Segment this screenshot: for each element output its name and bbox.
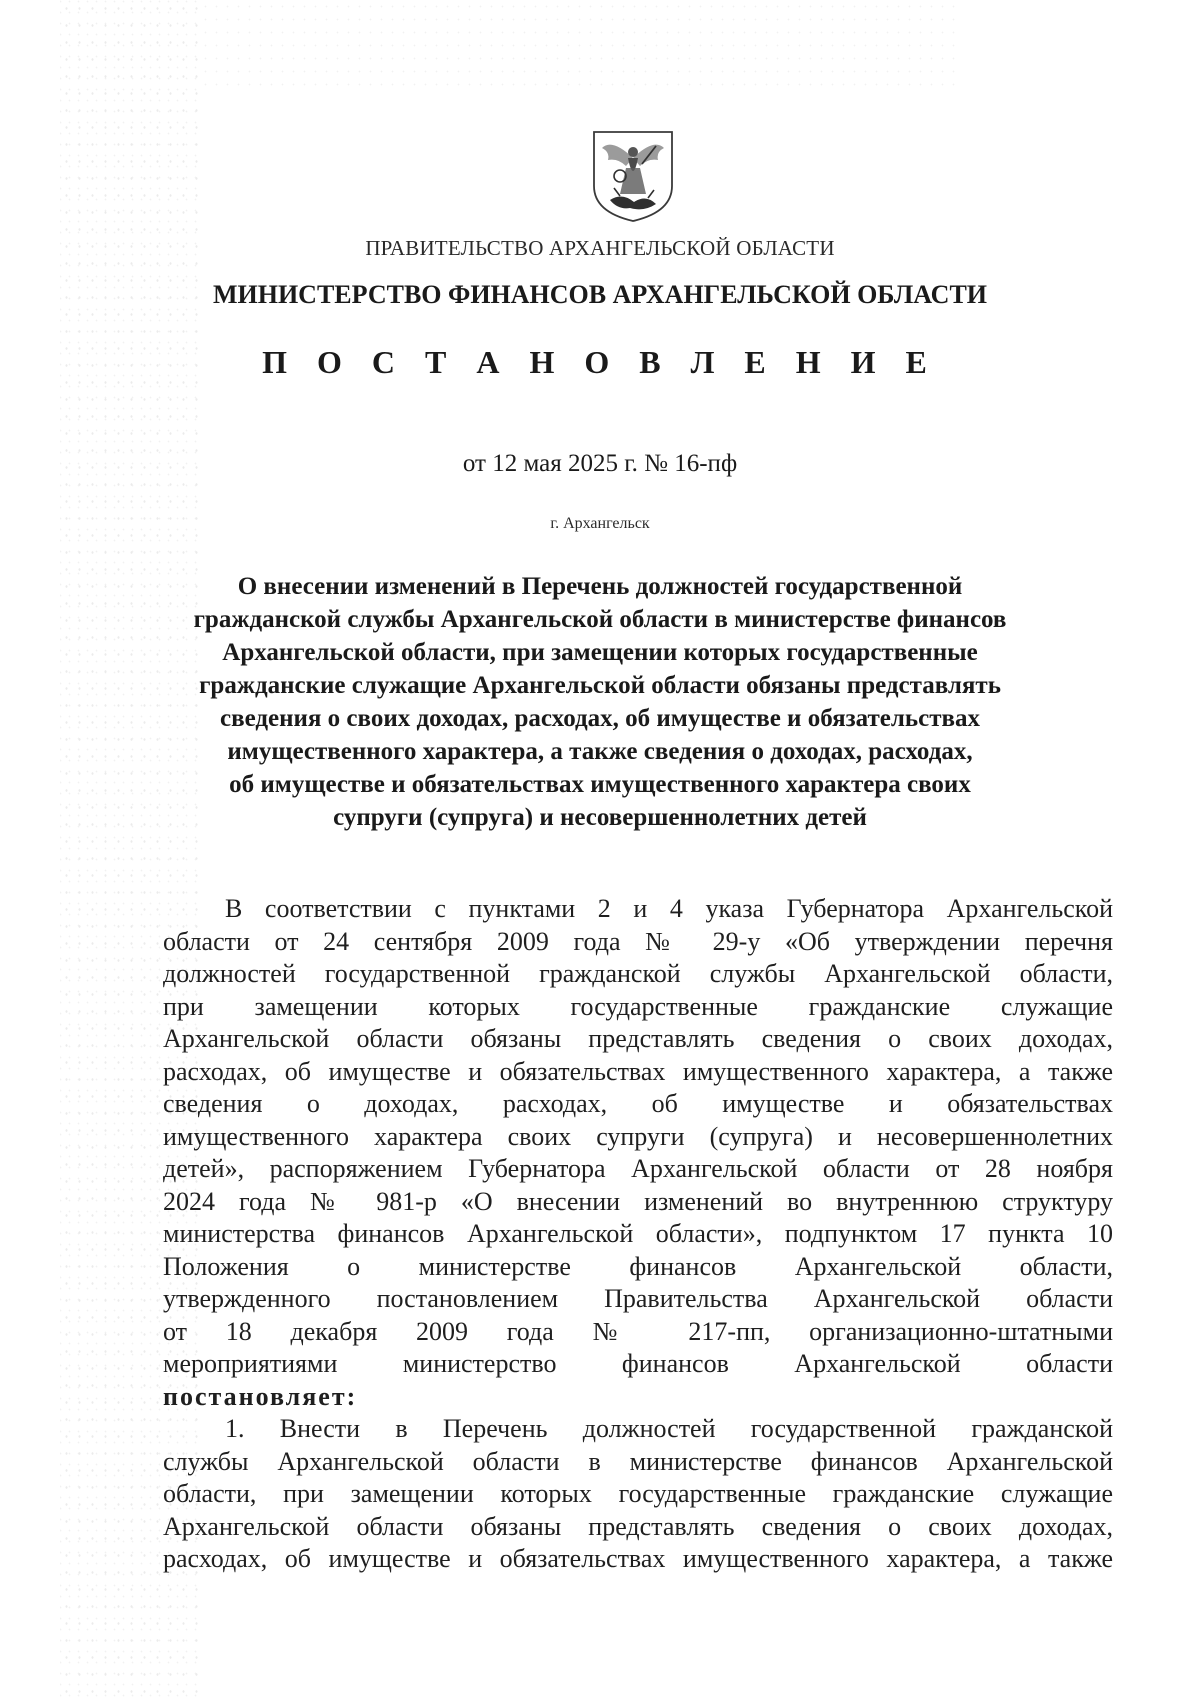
body-line: области, при замещении которых государственные гражданские служащие [163, 1479, 1113, 1508]
body-line: министерства финансов Архангельской области», подпунктом 17 пункта 10 [163, 1219, 1113, 1248]
body-line: имущественного характера своих супруги (супруга) и несовершеннолетних [163, 1121, 1113, 1151]
title-line: об имуществе и обязательствах имущественного характера своих [229, 771, 971, 798]
body-line: В соответствии с пунктами 2 и 4 указа Губернатора Архангельской [225, 894, 1113, 923]
document-body [163, 893, 1113, 1576]
title-line: имущественного характера, а также сведения о доходах, расходах, [227, 738, 973, 765]
ministry-name: МИНИСТЕРСТВО ФИНАНСОВ АРХАНГЕЛЬСКОЙ ОБЛАСТИ [212, 280, 988, 309]
body-line: области от 24 сентября 2009 года № 29-у «Об утверждении перечня [163, 926, 1113, 956]
document-type: П О С Т А Н О В Л Е Н И Е [262, 344, 938, 380]
title-line: Архангельской области, при замещении которых государственные [222, 639, 978, 666]
body-line: утвержденного постановлением Правительства Архангельской области [163, 1284, 1113, 1313]
coat-of-arms-icon [590, 128, 676, 224]
body-line: Архангельской области обязаны представлять сведения о своих доходах, [163, 1024, 1113, 1053]
body-line: от 18 декабря 2009 года № 217-пп, организационно-штатными [163, 1316, 1113, 1346]
body-line: расходах, об имуществе и обязательствах имущественного характера, а также [163, 1056, 1113, 1086]
document-title [160, 570, 1040, 834]
body-line: сведения о доходах, расходах, об имуществе и обязательствах [163, 1089, 1113, 1118]
body-line: 2024 года № 981-р «О внесении изменений во внутреннюю структуру [163, 1186, 1113, 1216]
body-line: Архангельской области обязаны представлять сведения о своих доходах, [163, 1511, 1113, 1541]
document-date-number: от 12 мая 2025 г. № 16-пф [462, 450, 738, 477]
title-line: сведения о своих доходах, расходах, об имуществе и обязательствах [219, 705, 981, 732]
body-line: расходах, об имуществе и обязательствах имущественного характера, а также [163, 1544, 1113, 1573]
body-line: мероприятиями министерство финансов Архангельской области [163, 1349, 1113, 1378]
title-line: О внесении изменений в Перечень должностей государственной [237, 573, 963, 600]
body-line: должностей государственной гражданской службы Архангельской области, [163, 959, 1113, 988]
title-line: гражданские служащие Архангельской области обязаны представлять [199, 672, 1001, 699]
title-line: супруги (супруга) и несовершеннолетних детей [333, 804, 867, 831]
document-city: г. Архангельск [550, 515, 650, 532]
government-name: ПРАВИТЕЛЬСТВО АРХАНГЕЛЬСКОЙ ОБЛАСТИ [365, 236, 835, 260]
title-line: гражданской службы Архангельской области в министерстве финансов [193, 606, 1007, 633]
body-line: при замещении которых государственные гражданские служащие [163, 991, 1113, 1021]
body-line: 1. Внести в Перечень должностей государственной гражданской [225, 1414, 1113, 1443]
scan-noise-top [200, 0, 960, 90]
body-line: детей», распоряжением Губернатора Архангельской области от 28 ноября [163, 1154, 1113, 1183]
body-line: службы Архангельской области в министерстве финансов Архангельской [163, 1446, 1113, 1476]
body-line: Положения о министерстве финансов Архангельской области, [163, 1251, 1113, 1281]
resolution-word: постановляет: [163, 1381, 358, 1411]
